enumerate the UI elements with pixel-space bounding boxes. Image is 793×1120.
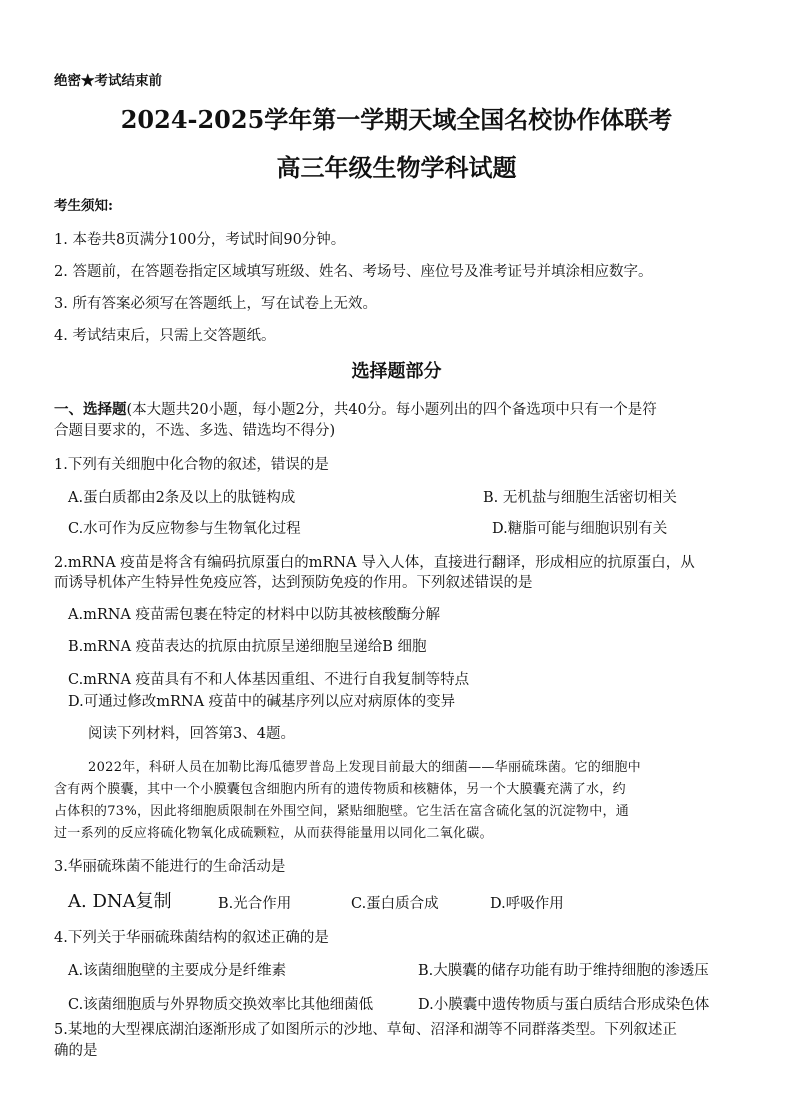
- q1-option-a: A.蛋白质都由2条及以上的肽链构成: [68, 490, 296, 506]
- material-line-4: 过一系列的反应将硫化物氧化成硫颗粒，从而获得能量用以同化二氧化碳。: [54, 826, 493, 841]
- q4-option-c: C.该菌细胞质与外界物质交换效率比其他细菌低: [68, 997, 374, 1013]
- q2-option-c: C.mRNA 疫苗具有不和人体基因重组、不进行自我复制等特点: [68, 672, 470, 688]
- q1-option-b: B. 无机盐与细胞生活密切相关: [483, 490, 677, 506]
- q5-stem-cont: 确的是: [54, 1043, 98, 1059]
- q4-stem: 4.下列关于华丽硫珠菌结构的叙述正确的是: [54, 930, 329, 946]
- notice-item-2: 2. 答题前，在答题卷指定区域填写班级、姓名、考场号、座位号及准考证号并填涂相应数字。: [54, 264, 653, 280]
- q3-option-c: C.蛋白质合成: [351, 896, 439, 912]
- q4-option-d: D.小膜囊中遗传物质与蛋白质结合形成染色体: [418, 997, 710, 1013]
- exam-title: 2024-2025学年第一学期天域全国名校协作体联考: [120, 105, 673, 134]
- material-line-3: 占体积的73%，因此将细胞质限制在外围空间，紧贴细胞壁。它生活在富含硫化氢的沉淀物中，通: [54, 804, 630, 819]
- q3-stem: 3.华丽硫珠菌不能进行的生命活动是: [54, 859, 286, 875]
- notice-heading: 考生须知:: [54, 198, 113, 214]
- section-intro: [54, 400, 657, 420]
- section-intro-label: 一、选择题: [54, 401, 127, 418]
- q5-stem: 5.某地的大型裸底湖泊逐渐形成了如图所示的沙地、草甸、沼泽和湖等不同群落类型。下列叙述正: [54, 1022, 677, 1038]
- q1-stem: 1.下列有关细胞中化合物的叙述，错误的是: [54, 457, 329, 473]
- q1-option-d: D.糖脂可能与细胞识别有关: [492, 521, 668, 537]
- notice-item-4: 4. 考试结束后，只需上交答题纸。: [54, 328, 276, 344]
- q3-option-b: B.光合作用: [218, 896, 292, 912]
- exam-subtitle: 高三年级生物学科试题: [276, 153, 517, 182]
- q3-option-d: D.呼吸作用: [490, 896, 564, 912]
- section-intro-cont: 合题目要求的，不选、多选、错选均不得分): [54, 423, 336, 439]
- section-title: 选择题部分: [351, 361, 442, 382]
- section-intro-text: (本大题共20小题，每小题2分，共40分。每小题列出的四个备选项中只有一个是符: [126, 402, 657, 418]
- q4-option-a: A.该菌细胞壁的主要成分是纤维素: [68, 963, 287, 979]
- q1-option-c: C.水可作为反应物参与生物氧化过程: [68, 521, 301, 537]
- q2-stem: 2.mRNA 疫苗是将含有编码抗原蛋白的mRNA 导入人体，直接进行翻译，形成相应的抗原蛋白，从: [54, 555, 695, 571]
- material-line-2: 含有两个膜囊，其中一个小膜囊包含细胞内所有的遗传物质和核糖体，另一个大膜囊充满了水，约: [54, 782, 626, 797]
- q3-option-a: A. DNA复制: [68, 891, 172, 912]
- material-line-1: 2022年，科研人员在加勒比海瓜德罗普岛上发现目前最大的细菌——华丽硫珠菌。它的细胞中: [88, 760, 641, 775]
- notice-item-1: 1. 本卷共8页满分100分，考试时间90分钟。: [54, 232, 346, 248]
- q4-option-b: B.大膜囊的储存功能有助于维持细胞的渗透压: [418, 963, 709, 979]
- q2-option-b: B.mRNA 疫苗表达的抗原由抗原呈递细胞呈递给B 细胞: [68, 639, 427, 655]
- q2-option-d: D.可通过修改mRNA 疫苗中的碱基序列以应对病原体的变异: [68, 694, 456, 710]
- confidential-label: 绝密★考试结束前: [54, 73, 162, 89]
- q2-stem-cont: 而诱导机体产生特异性免疫应答，达到预防免疫的作用。下列叙述错误的是: [54, 575, 533, 591]
- material-lead: 阅读下列材料，回答第3、4题。: [88, 726, 295, 742]
- q2-option-a: A.mRNA 疫苗需包裹在特定的材料中以防其被核酸酶分解: [68, 607, 441, 623]
- notice-item-3: 3. 所有答案必须写在答题纸上，写在试卷上无效。: [54, 296, 377, 312]
